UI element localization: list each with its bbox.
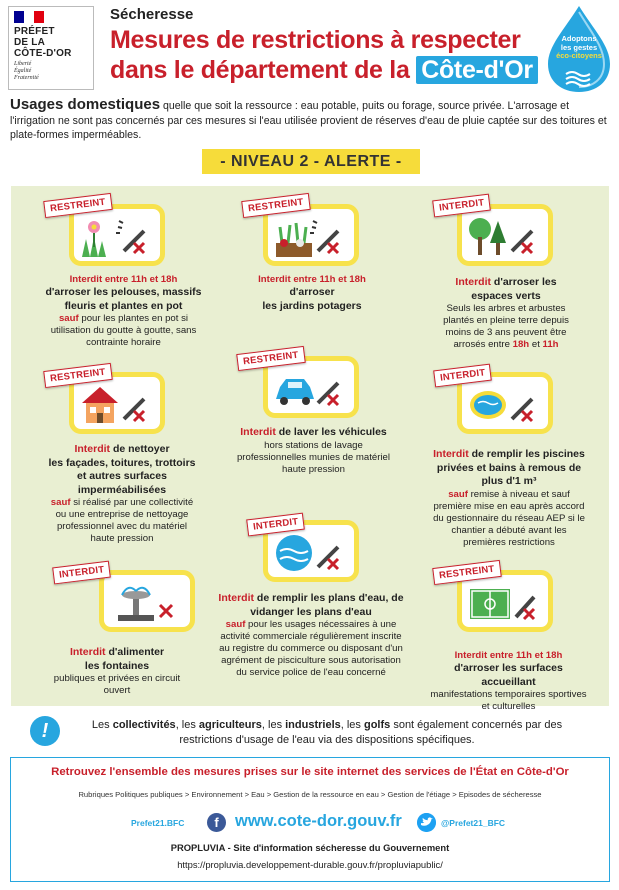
site-link[interactable]: www.cote-dor.gouv.fr [235, 812, 402, 830]
vehicles-tag: RESTREINT [236, 346, 305, 371]
logo-line3: CÔTE-D'OR [14, 48, 72, 59]
ponds-tag: INTERDIT [246, 513, 305, 537]
french-flag-icon [14, 11, 44, 23]
vegetable-garden-icon [272, 213, 352, 259]
twitter-label[interactable]: @Prefet21_BFC [441, 818, 506, 828]
kicker: Sécheresse [110, 6, 194, 23]
footer-box [10, 757, 610, 882]
title-line2: dans le département de la Côte-d'Or [110, 56, 538, 84]
header [0, 0, 619, 96]
intro-text: quelle que soit la ressource : eau potable, puits ou forage, source privée. L'arrosage et l'irrigation ne sont pas concernés par ces mesures si l'eau utilisée provient de réserves d'eau de pluie captée sur des toitures et plate-formes imperméables. [10, 100, 607, 141]
footer-path: Rubriques Politiques publiques > Environnement > Eau > Gestion de la ressource en eau > Gestion de l'étiage > Episodes de sécheresse [78, 790, 542, 799]
lawns-text: Interdit entre 11h et 18h d'arroser les pelouses, massifs fleuris et plantes en pot sauf pour les plantes en pot si utilisation du goutte à goutte, sans contrainte horaire [45, 274, 202, 348]
green-tag: INTERDIT [432, 194, 491, 218]
title-highlight: Côte-d'Or [416, 56, 538, 84]
green-text: Interdit d'arroser les espaces verts Seuls les arbres et arbustes plantés en pleine terre depuis moins de 3 ans peuvent être arrosés entre 18h et 11h [443, 276, 569, 350]
fountains-tag: INTERDIT [52, 561, 111, 585]
pools-tag: INTERDIT [433, 364, 492, 388]
facades-tag: RESTREINT [43, 363, 112, 388]
logo-line2: DE LA [14, 37, 45, 48]
alert-level-banner: - NIVEAU 2 - ALERTE - [202, 149, 420, 174]
intro [10, 98, 610, 143]
prefet-logo [8, 6, 94, 90]
gardens-tag: RESTREINT [241, 193, 310, 218]
fountains-text: Interdit d'alimenter les fontaines publiques et privées en circuit ouvert [53, 646, 181, 696]
pool-icon [466, 381, 546, 427]
logo-motto: Liberté Égalité Fraternité [14, 61, 39, 81]
title-line1: Mesures de restrictions à respecter [110, 26, 521, 54]
house-icon [78, 381, 158, 427]
facebook-label[interactable]: Prefet21.BFC [131, 818, 185, 828]
car-icon [272, 365, 352, 411]
logo-line1: PRÉFET [14, 26, 55, 37]
social-row [11, 810, 609, 836]
lawns-tag: RESTREINT [43, 193, 112, 218]
pond-icon [272, 529, 352, 575]
pools-text: Interdit de remplir les piscines privées et bains à remous de plus d'1 m³ sauf remise à niveau et sauf première mise en eau après accord du gestionnaire du réseau AEP si le chantier a débuté avant les premières restrictions [433, 448, 585, 548]
fountain-icon [108, 579, 188, 625]
propluvia-url[interactable]: https://propluvia.developpement-durable.gouv.fr/propluviapublic/ [177, 859, 443, 870]
twitter-icon[interactable] [417, 813, 436, 832]
facebook-icon[interactable]: f [207, 813, 226, 832]
fountains-icon-card [99, 570, 195, 632]
surfaces-text: Interdit entre 11h et 18h d'arroser les surfaces accueillant manifestations temporaires sportives et culturelles [430, 650, 587, 712]
vehicles-text: Interdit de laver les véhicules hors stations de lavage professionnelles munies de matériel haute pression [236, 426, 391, 475]
ponds-text: Interdit de remplir les plans d'eau, de vidanger les plans d'eau sauf pour les usages nécessaires à une activité commerciale régulièrement inscrite au registre du commerce ou disposant d'un agrément de pisciculture sous autorisation du service police de l'eau concerné [218, 592, 404, 678]
sports-field-icon [466, 579, 546, 625]
trees-icon [466, 213, 546, 259]
footer-headline: Retrouvez l'ensemble des mesures prises sur le site internet des services de l'État en Côte-d'Or [51, 766, 569, 778]
info-text: Les collectivités, les agriculteurs, les industriels, les golfs sont également concernés par des restrictions d'usage de l'eau via des dispositions spécifiques. [91, 719, 563, 746]
surfaces-tag: RESTREINT [432, 560, 501, 585]
info-icon: ! [30, 716, 60, 746]
facades-text: Interdit de nettoyer les façades, toitures, trottoirs et autres surfaces imperméabilisées sauf si réalisé par une collectivité ou une entreprise de nettoyage professionnel avec du matériel haute pression [48, 443, 196, 544]
drop-caption: Adoptons les gestes éco-citoyens [556, 34, 602, 60]
measures-panel [11, 186, 609, 712]
intro-lead: Usages domestiques [10, 96, 161, 113]
green-icon-card [457, 204, 553, 266]
propluvia-title: PROPLUVIA - Site d'information sécheresse du Gouvernement [170, 842, 450, 853]
flowers-hose-icon [78, 213, 158, 259]
gardens-text: Interdit entre 11h et 18h d'arroser les jardins potagers [258, 274, 366, 312]
